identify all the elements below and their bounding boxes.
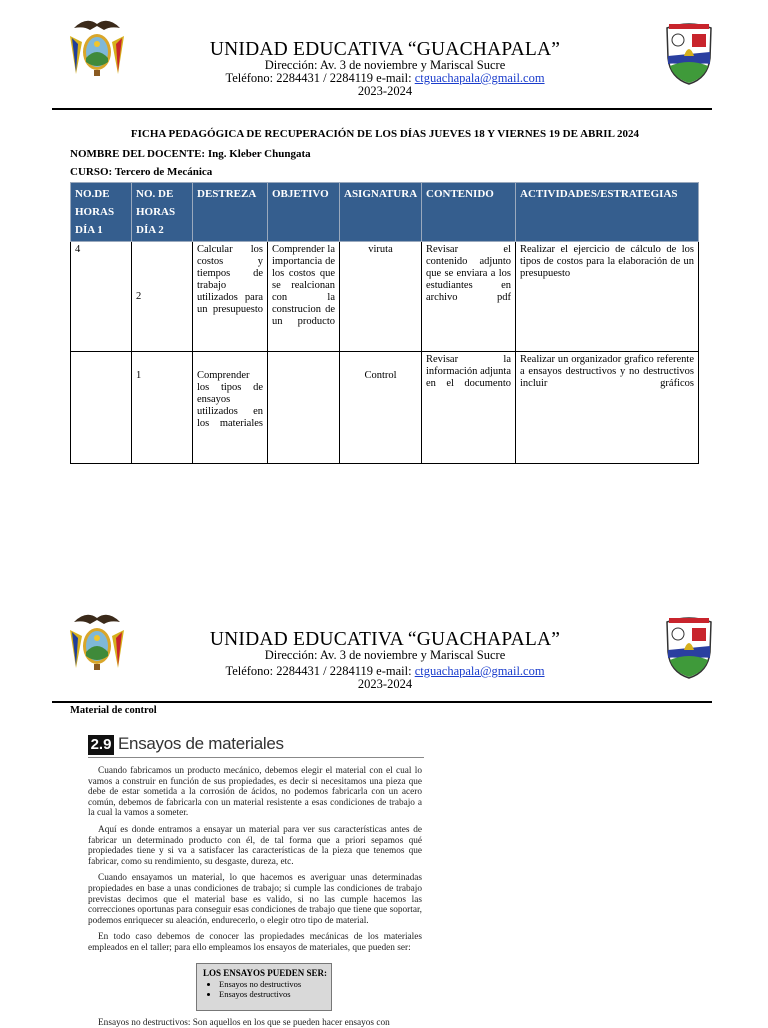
school-year: 2023-2024 — [357, 84, 413, 98]
cell-objetivo — [268, 352, 340, 464]
school-email-link[interactable]: ctguachapala@gmail.com — [414, 664, 545, 678]
teacher-name: NOMBRE DEL DOCENTE: Ing. Kleber Chungata — [70, 148, 311, 160]
col-header-hours-day2: NO. DE HORAS DÍA 2 — [132, 183, 193, 242]
lesson-table — [70, 182, 699, 464]
school-name: UNIDAD EDUCATIVA “GUACHAPALA” — [209, 39, 561, 60]
page-header-2 — [0, 608, 768, 708]
ecuador-coat-of-arms-icon — [66, 14, 128, 80]
col-header-hours-day1: NO.DE HORAS DÍA 1 — [71, 183, 132, 242]
col-header-asignatura: ASIGNATURA — [340, 183, 422, 242]
list-item: • Ensayos no destructivos — [219, 979, 331, 989]
cell-hours-day2-value: 1 — [136, 370, 142, 381]
page-header-1 — [0, 14, 768, 114]
school-phone: Teléfono: 2284431 / 2284119 e-mail: — [225, 71, 415, 85]
cell-contenido: Revisar el contenido adjunto que se enviara a los estudiantes en archivo pdf — [422, 242, 516, 352]
section-body — [88, 766, 422, 960]
cell-objetivo: Comprender la importancia de los costos que se realcionan con la construcion de un producto — [268, 242, 340, 352]
section-number: 2.9 — [88, 735, 114, 755]
school-shield-icon — [664, 616, 714, 680]
col-header-actividades: ACTIVIDADES/ESTRATEGIAS — [516, 183, 699, 242]
school-contact — [150, 71, 620, 85]
cell-contenido: Revisar la información adjunta en el documento — [422, 352, 516, 464]
col-header-objetivo: OBJETIVO — [268, 183, 340, 242]
cell-hours-day1 — [71, 352, 132, 464]
col-header-contenido: CONTENIDO — [422, 183, 516, 242]
cell-hours-day2-value: 2 — [136, 290, 142, 302]
cell-destreza: Calcular los costos y tiempos de trabajo utilizados para un presupuesto — [193, 242, 268, 352]
school-contact — [150, 664, 620, 678]
header-divider-1 — [52, 108, 712, 110]
cell-hours-day2 — [132, 242, 193, 352]
school-year: 2023-2024 — [357, 677, 413, 691]
school-address: Dirección: Av. 3 de noviembre y Mariscal Sucre — [264, 58, 506, 72]
cell-hours-day2 — [132, 352, 193, 464]
paragraph: En todo caso debemos de conocer las propiedades mecánicas de los materiales empleados en el taller; para ello empleamos los ensayos de materiales, que pueden ser: — [88, 932, 422, 953]
table-header-row — [71, 183, 699, 242]
cut-off-line: Ensayos no destructivos: Son aquellos en los que se pueden hacer ensayos con — [98, 1018, 390, 1028]
school-shield-icon — [664, 22, 714, 86]
school-address: Dirección: Av. 3 de noviembre y Mariscal Sucre — [264, 648, 506, 662]
course-name: CURSO: Tercero de Mecánica — [70, 166, 213, 178]
cell-asignatura: Control — [340, 352, 422, 464]
school-name: UNIDAD EDUCATIVA “GUACHAPALA” — [209, 629, 561, 650]
cell-hours-day1: 4 — [71, 242, 132, 352]
paragraph: Aquí es donde entramos a ensayar un material para ver sus características antes de fabricar un determinado producto con él, de tal forma que a priori sepamos qué propiedades tiene y si va a satisfacer las características de la pieza que tenemos que fabricar, como su rendimiento, su desgaste, dureza, etc. — [88, 824, 422, 867]
table-row — [71, 352, 699, 464]
cell-actividades: Realizar el ejercicio de cálculo de los tipos de costos para la elaboración de un presupuesto — [516, 242, 699, 352]
cell-actividades: Realizar un organizador grafico referente a ensayos destructivos y no destructivos incluir gráficos — [516, 352, 699, 464]
col-header-destreza: DESTREZA — [193, 183, 268, 242]
paragraph: Cuando fabricamos un producto mecánico, debemos elegir el material con el cual lo vamos a construir en función de sus propiedades, es decir si necesitamos una pieza que debe de estar sometida a la corrosión de ácidos, no podemos fabricarla con un acero común, debemos de fabricarla con un material resistente a esas condiciones de trabajo a la cual la vamos a someter. — [88, 766, 422, 819]
table-row — [71, 242, 699, 352]
ficha-title: FICHA PEDAGÓGICA DE RECUPERACIÓN DE LOS DÍAS JUEVES 18 Y VIERNES 19 DE ABRIL 2024 — [130, 128, 640, 140]
list-item: • Ensayos destructivos — [219, 989, 331, 999]
cell-destreza: Comprender los tipos de ensayos utilizados en los materiales — [193, 352, 268, 464]
header-divider-2 — [52, 701, 712, 703]
test-types-box — [196, 963, 332, 1011]
ecuador-coat-of-arms-icon — [66, 608, 128, 674]
paragraph: Cuando ensayamos un material, lo que hacemos es averiguar unas determinadas propiedades en base a unas condiciones de trabajo; si cumple las condiciones de trabajo previstas decimos que el material base es valido, si no las cumple hacemos las correcciones oportunas para conseguir esas condiciones de trabajo que tiene que soportar, podemos enriquecer su aleación, endurecerlo, o elegir otro tipo de material. — [88, 873, 422, 926]
section-heading — [88, 735, 424, 758]
cell-asignatura: viruta — [340, 242, 422, 352]
school-email-link[interactable]: ctguachapala@gmail.com — [414, 71, 545, 85]
box-list — [197, 979, 331, 999]
school-phone: Teléfono: 2284431 / 2284119 e-mail: — [225, 664, 415, 678]
box-title: LOS ENSAYOS PUEDEN SER: — [203, 968, 327, 978]
section-title: Ensayos de materiales — [118, 734, 284, 753]
material-label: Material de control — [70, 705, 157, 716]
